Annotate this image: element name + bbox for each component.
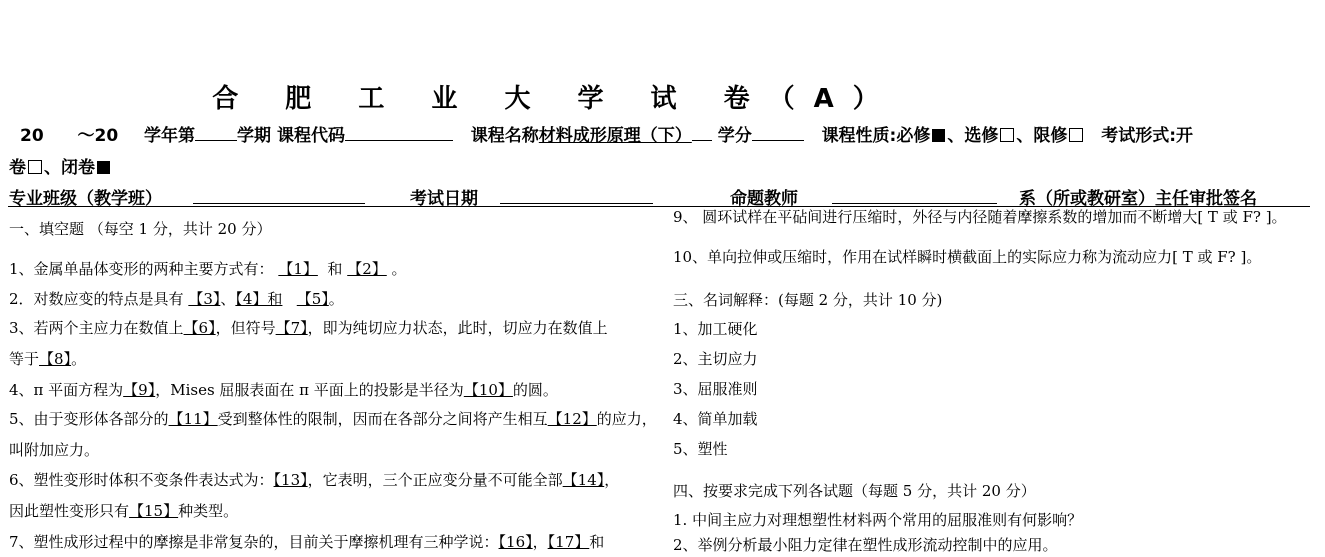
blank-16[interactable]: 【16】 <box>498 533 533 551</box>
blank-6[interactable]: 【6】 <box>183 319 216 337</box>
short-answer-question-2: 2、举例分析最小阻力定律在塑性成形流动控制中的应用。 <box>673 536 1058 554</box>
term-item: 3、屈服准则 <box>673 380 758 398</box>
question-5-cont: 叫附加应力。 <box>9 441 100 459</box>
blank-4[interactable]: 【4】和 <box>235 290 283 308</box>
blank-15[interactable]: 【15】 <box>129 502 179 520</box>
question-2: 2．对数应变的特点是具有 【3】、【4】和 【5】。 <box>9 290 344 308</box>
credit-blank[interactable] <box>752 123 804 141</box>
semester-blank[interactable] <box>195 123 237 141</box>
blank-5[interactable]: 【5】 <box>296 290 329 308</box>
year-start: 20 <box>20 126 44 146</box>
year-label: 学年第 <box>144 126 196 146</box>
blank-17[interactable]: 【17】 <box>547 533 590 551</box>
true-false-question-9: 9、 圆环试样在平砧间进行压缩时，外径与内径随着摩擦系数的增加而不断增大[ T 或 F? ]。 <box>673 208 1287 226</box>
true-false-question-10: 10、单向拉伸或压缩时，作用在试样瞬时横截面上的实际应力称为流动应力[ T 或 F? ]。 <box>673 248 1262 266</box>
blank-2[interactable]: 【2】 <box>347 260 387 278</box>
class-label: 专业班级（教学班） <box>9 189 162 209</box>
exam-info-line-1 <box>20 121 1193 146</box>
question-6-cont: 因此塑性变形只有【15】种类型。 <box>9 502 239 520</box>
class-blank[interactable] <box>193 203 365 204</box>
blank-10[interactable]: 【10】 <box>463 381 513 399</box>
course-code-label: 课程代码 <box>276 126 345 146</box>
blank-3[interactable]: 【3】 <box>188 290 221 308</box>
course-name-label: 课程名称 <box>470 126 539 146</box>
exam-date-label: 考试日期 <box>410 189 478 209</box>
course-nature-label: 课程性质:必修 <box>821 126 931 146</box>
blank-14[interactable]: 【14】 <box>562 471 605 489</box>
closed-book-checkbox-checked[interactable] <box>97 161 110 174</box>
section-short-answer-title: 四、按要求完成下列各试题（每题 5 分，共计 20 分） <box>673 482 1036 500</box>
limited-checkbox[interactable] <box>1069 128 1083 142</box>
semester-label: 学期 <box>237 126 272 146</box>
term-item: 1、加工硬化 <box>673 320 758 338</box>
question-1: 1、金属单晶体变形的两种主要方式有： 【1】 和 【2】 。 <box>9 260 407 278</box>
question-3-cont: 等于【8】。 <box>9 350 87 368</box>
blank-13[interactable]: 【13】 <box>273 471 308 489</box>
term-item: 2、主切应力 <box>673 350 758 368</box>
short-answer-question-1: 1. 中间主应力对理想塑性材料两个常用的屈服准则有何影响？ <box>673 511 1083 529</box>
course-name-value: 材料成形原理（下） <box>538 126 692 146</box>
term-item: 5、塑性 <box>673 440 728 458</box>
teacher-blank[interactable] <box>832 203 997 204</box>
exam-form-cont: 卷 <box>9 158 26 178</box>
required-checkbox-checked[interactable] <box>932 129 945 142</box>
blank-12[interactable]: 【12】 <box>547 410 597 428</box>
question-7: 7、塑性成形过程中的摩擦是非常复杂的，目前关于摩擦机理有三种学说：【16】，【17】和 <box>9 533 605 551</box>
blank-1[interactable]: 【1】 <box>278 260 318 278</box>
question-4: 4、π 平面方程为【9】，Mises 屈服表面在 π 平面上的投影是半径为【10】的圆。 <box>9 381 558 399</box>
closed-book-label: 、闭卷 <box>44 158 95 178</box>
section-terms-title: 三、名词解释：(每题 2 分，共计 10 分) <box>673 291 943 309</box>
exam-form-label: 考试形式:开 <box>1101 126 1194 146</box>
exam-date-blank[interactable] <box>500 203 653 204</box>
question-3: 3、若两个主应力在数值上【6】，但符号【7】，即为纯切应力状态，此时，切应力在数值上 <box>9 319 608 337</box>
dept-approval-label: 系（所或教研室）主任审批签名 <box>1019 189 1257 209</box>
blank-7[interactable]: 【7】 <box>275 319 308 337</box>
question-5: 5、由于变形体各部分的【11】受到整体性的限制，因而在各部分之间将产生相互【12】的应力， <box>9 410 657 428</box>
exam-info-line-2 <box>9 153 112 178</box>
course-code-blank[interactable] <box>345 123 453 141</box>
exam-title: 合 肥 工 业 大 学 试 卷（A） <box>212 84 898 114</box>
credit-label: 学分 <box>717 126 752 146</box>
year-to: ～20 <box>77 126 119 146</box>
question-6: 6、塑性变形时体积不变条件表达式为：【13】，它表明，三个正应变分量不可能全部【14】， <box>9 471 620 489</box>
teacher-label: 命题教师 <box>730 189 798 209</box>
term-item: 4、简单加载 <box>673 410 758 428</box>
blank-11[interactable]: 【11】 <box>168 410 218 428</box>
elective-checkbox[interactable] <box>1000 128 1014 142</box>
blank-9[interactable]: 【9】 <box>123 381 156 399</box>
open-book-checkbox[interactable] <box>28 160 42 174</box>
section-fill-in-title: 一、填空题 （每空 1 分，共计 20 分） <box>9 220 272 238</box>
elective-label: 、选修 <box>947 126 999 146</box>
limited-label: 、限修 <box>1016 126 1068 146</box>
blank-8[interactable]: 【8】 <box>39 350 72 368</box>
